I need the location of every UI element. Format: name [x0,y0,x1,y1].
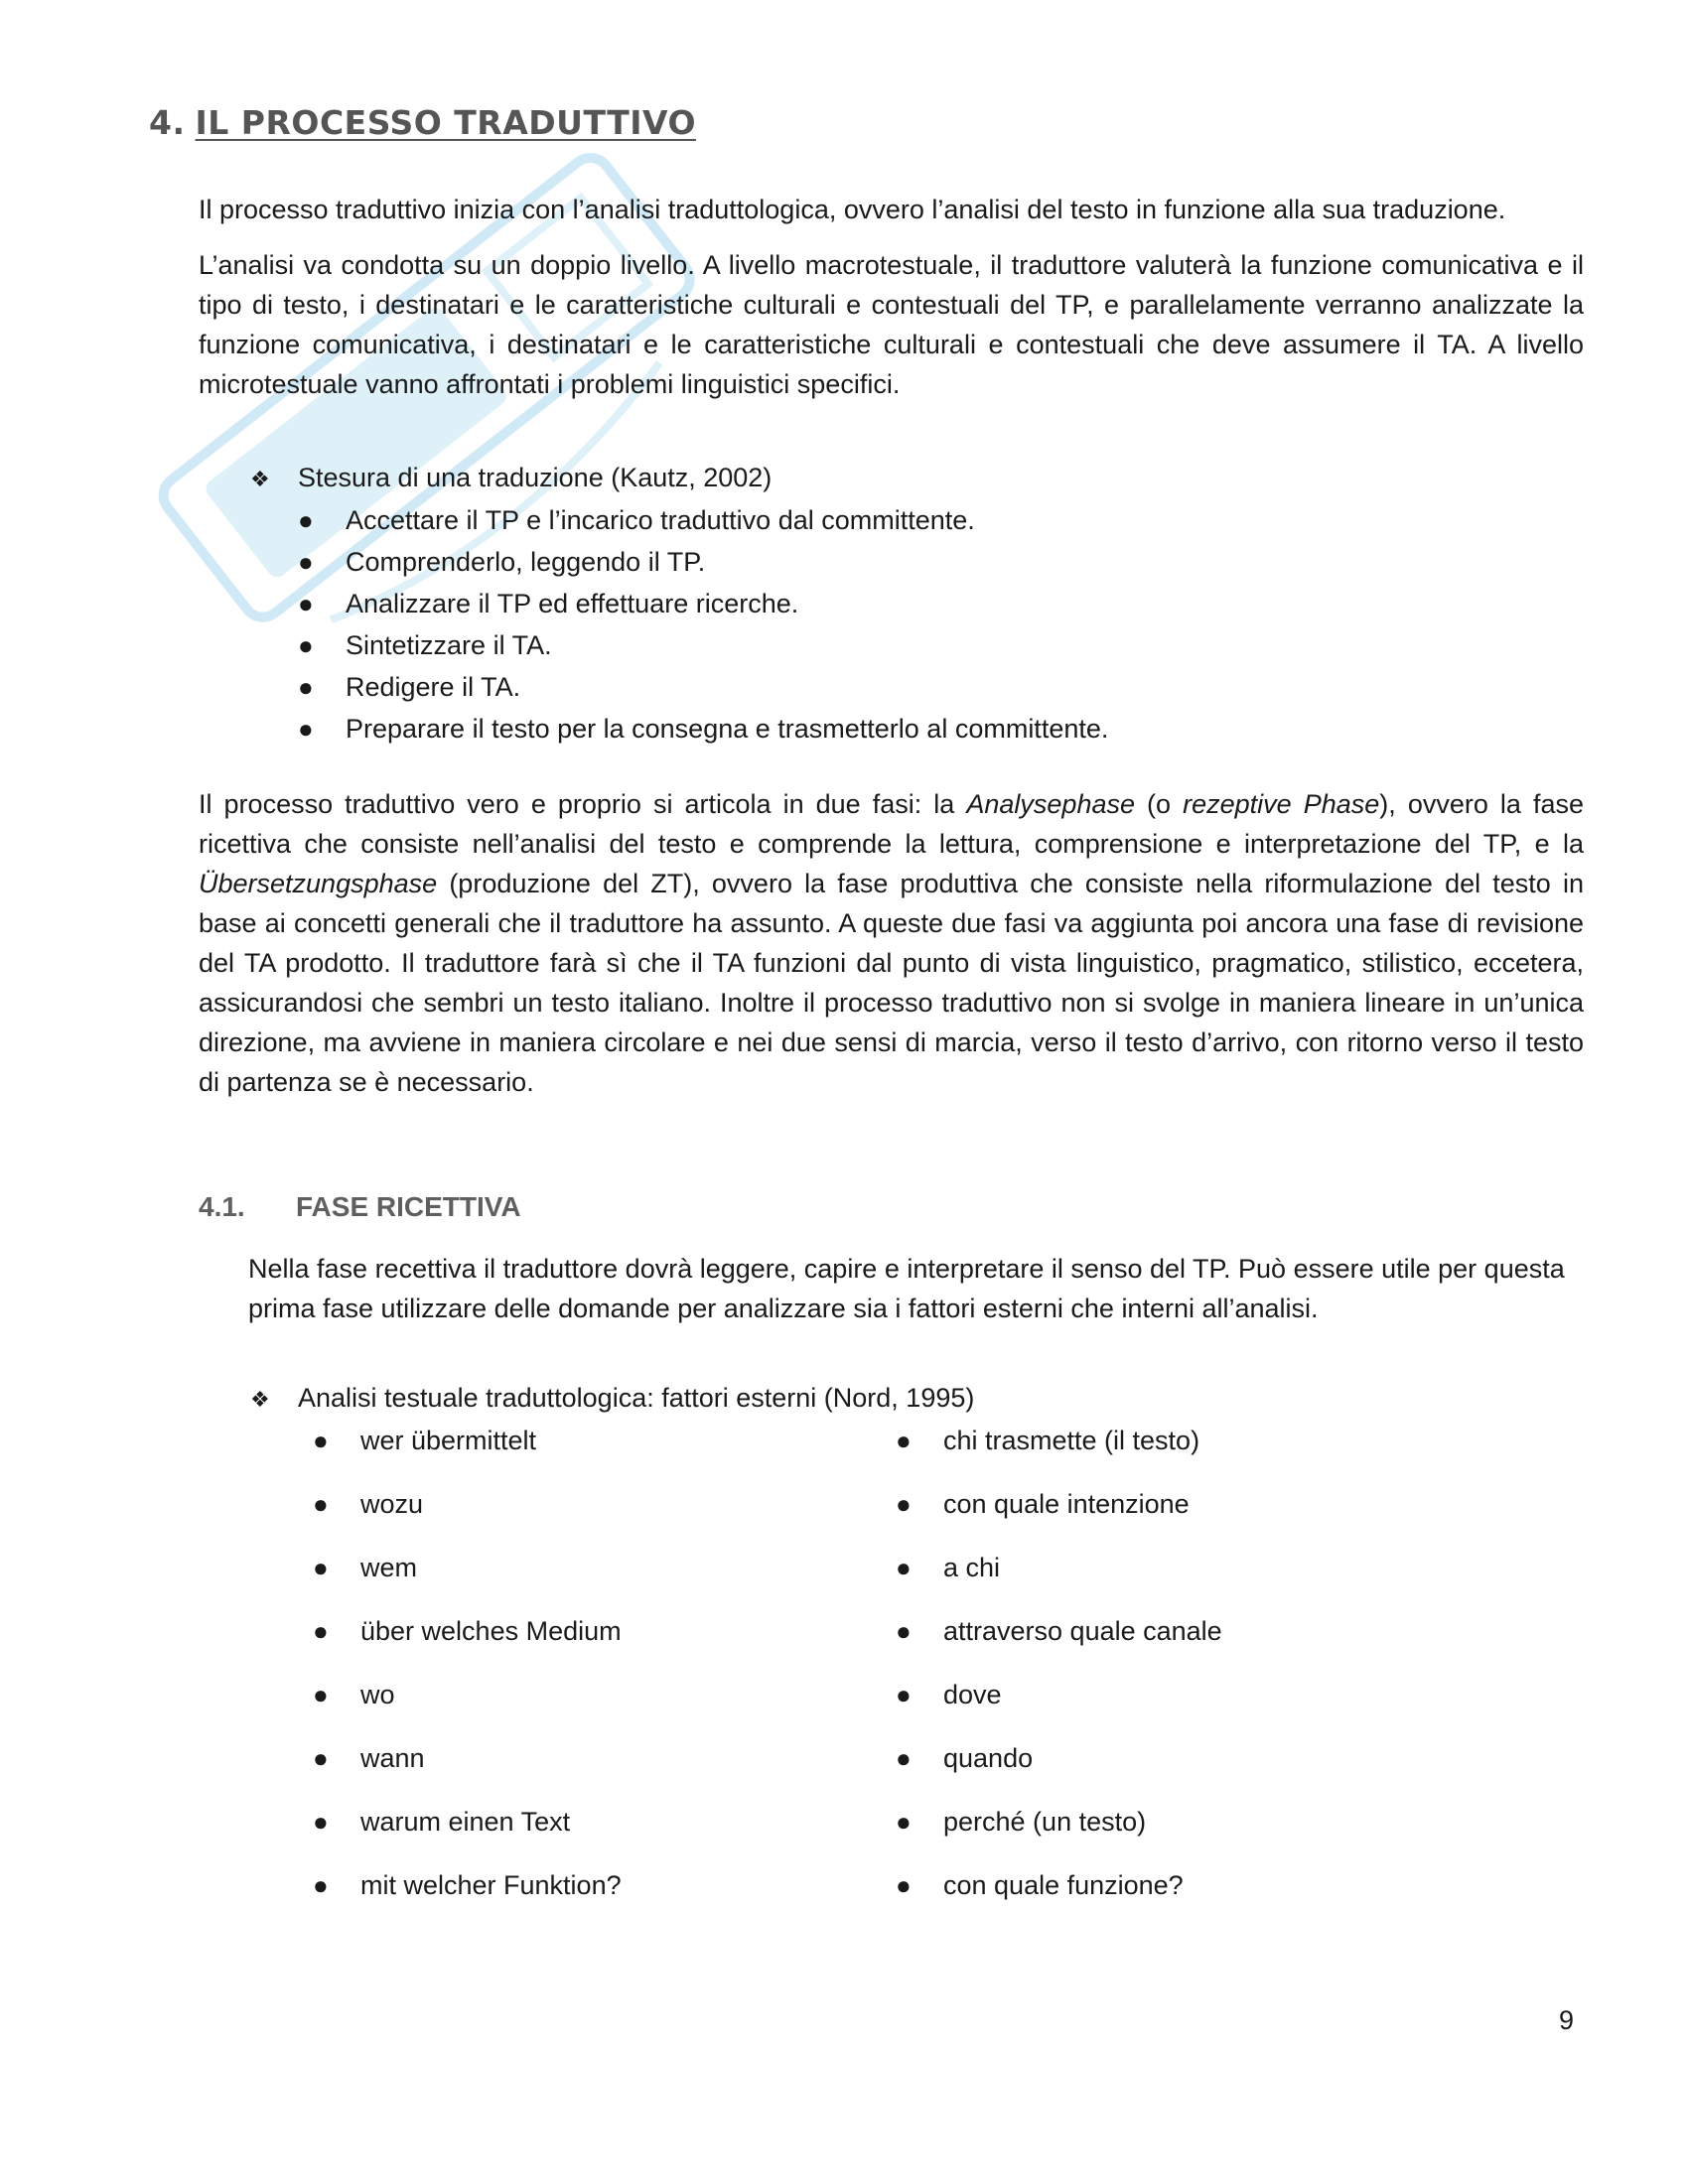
subsection-heading [199,1191,521,1223]
bullet-icon: ● [313,1680,329,1709]
bullet-icon: ● [896,1616,912,1646]
steps-list [298,499,1108,750]
list-item: ● wo [313,1674,622,1737]
bullet-icon: ● [298,547,314,577]
list-item: ● über welches Medium [313,1610,622,1674]
list-item: ● Preparare il testo per la consegna e trasmetterlo al committente. [298,708,1108,750]
bullet-icon: ● [896,1426,912,1455]
list-item: ● dove [896,1674,1222,1737]
section-number: 4. [149,103,186,142]
factors-italian-list [896,1420,1222,1928]
list-item: ● con quale funzione? [896,1864,1222,1928]
bullet-icon: ● [298,589,314,618]
bullet-icon: ● [313,1807,329,1837]
bullet-icon: ● [313,1870,329,1900]
subsection-paragraph: Nella fase recettiva il traduttore dovrà leggere, capire e interpretare il senso del TP. Può essere utile per questa prima fase utilizzare delle domande per analizzare sia i fattori esterni che interni all’analisi. [248,1254,1565,1323]
list-item: ● Analizzare il TP ed effettuare ricerche. [298,583,1108,624]
bullet-icon: ● [896,1680,912,1709]
list-item: ● Sintetizzare il TA. [298,624,1108,666]
list-item: ● mit welcher Funktion? [313,1864,622,1928]
bullet-icon: ● [896,1870,912,1900]
list-item: ● perché (un testo) [896,1801,1222,1864]
bullet-icon: ● [896,1743,912,1773]
bullet-icon: ● [298,505,314,535]
bullet-icon: ● [896,1489,912,1519]
list-item: ● wann [313,1737,622,1801]
diamond-bullet-icon: ❖ [250,1387,270,1412]
bullet-icon: ● [896,1553,912,1582]
factors-title-line [250,1383,974,1414]
bullet-icon: ● [313,1426,329,1455]
bullet-icon: ● [896,1807,912,1837]
bullet-icon: ● [298,714,314,744]
bullet-icon: ● [313,1743,329,1773]
list-item: ● chi trasmette (il testo) [896,1420,1222,1483]
steps-title: Stesura di una traduzione (Kautz, 2002) [298,463,773,492]
intro-paragraph-1: Il processo traduttivo inizia con l’analisi traduttologica, ovvero l’analisi del testo in funzione alla sua traduzione. [199,195,1506,224]
bullet-icon: ● [313,1553,329,1582]
factors-german-list [313,1420,622,1928]
process-paragraph: Il processo traduttivo vero e proprio si articola in due fasi: la Analysephase (o rezeptive Phase), ovvero la fase ricettiva che consiste nell’analisi del testo e comprende la lettura, comprensione e interpretazione del TP, e la Übersetzungsphase (produzione del ZT), ovvero la fase produttiva che consiste nella riformulazione del testo in base ai concetti generali che il traduttore ha assunto. A queste due fasi va aggiunta poi ancora una fase di revisione del TA prodotto. Il traduttore farà sì che il TA funzioni dal punto di vista linguistico, pragmatico, stilistico, eccetera, assicurandosi che sembri un testo italiano. Inoltre il processo traduttivo non si svolge in maniera lineare in un’unica direzione, ma avviene in maniera circolare e nei due sensi di marcia, verso il testo d’arrivo, con ritorno verso il testo di partenza se è necessario. [199,789,1584,1097]
intro-paragraph-2: L’analisi va condotta su un doppio livello. A livello macrotestuale, il traduttore valuterà la funzione comunicativa e il tipo di testo, i destinatari e le caratteristiche culturali e contestuali del TP, e parallelamente verranno analizzate la funzione comunicativa, i destinatari e le caratteristiche culturali e contestuali che deve assumere il TA. A livello microtestuale vanno affrontati i problemi linguistici specifici. [199,250,1584,399]
bullet-icon: ● [298,630,314,660]
section-heading [149,103,696,142]
list-item: ● quando [896,1737,1222,1801]
subsection-title: FASE RICETTIVA [296,1191,521,1222]
list-item: ● attraverso quale canale [896,1610,1222,1674]
list-item: ● Comprenderlo, leggendo il TP. [298,541,1108,583]
list-item: ● wem [313,1547,622,1610]
term-analysephase: Analysephase [966,789,1135,819]
term-rezeptive-phase: rezeptive Phase [1183,789,1380,819]
term-ubersetzungsphase: Übersetzungsphase [199,869,438,898]
factors-title: Analisi testuale traduttologica: fattori esterni (Nord, 1995) [298,1383,975,1413]
list-item: ● a chi [896,1547,1222,1610]
bullet-icon: ● [298,672,314,702]
list-item: ● con quale intenzione [896,1483,1222,1547]
page-number: 9 [1559,2005,1575,2035]
list-item: ● wozu [313,1483,622,1547]
list-item: ● Redigere il TA. [298,666,1108,708]
section-title: IL PROCESSO TRADUTTIVO [195,103,697,142]
bullet-icon: ● [313,1616,329,1646]
diamond-bullet-icon: ❖ [250,467,270,491]
list-item: ● wer übermittelt [313,1420,622,1483]
list-item: ● warum einen Text [313,1801,622,1864]
steps-title-line [250,463,772,493]
list-item: ● Accettare il TP e l’incarico traduttivo dal committente. [298,499,1108,541]
subsection-number: 4.1. [199,1191,245,1222]
bullet-icon: ● [313,1489,329,1519]
